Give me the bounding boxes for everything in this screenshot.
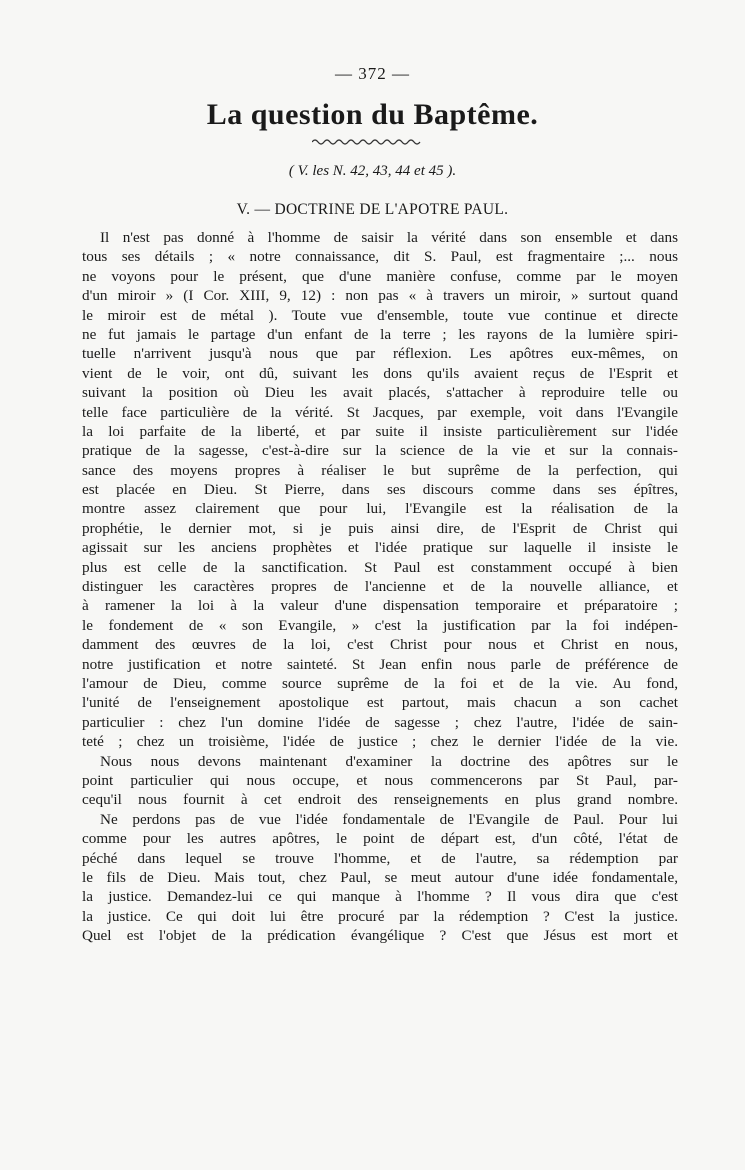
body-line: plus est celle de la sanctification. St Paul est constamment occupé à bien bbox=[82, 558, 678, 576]
body-line: tuelle n'arrivent jusqu'à nous que par réflexion. Les apôtres eux-mêmes, on bbox=[82, 345, 678, 363]
body-line: agissait sur les anciens prophètes et l'idée pratique sur laquelle il insiste le bbox=[82, 539, 678, 557]
body-line: suivant la position où Dieu les avait placés, s'attacher à reproduire telle ou bbox=[82, 384, 678, 402]
body-line: pratique de la sagesse, c'est-à-dire sur la science de la vie et sur la connais- bbox=[82, 442, 678, 460]
body-line: d'un miroir » (I Cor. XIII, 9, 12) : non pas « à travers un miroir, » surtout quand bbox=[82, 287, 678, 305]
body-line: la loi parfaite de la liberté, et par suite il insiste particulièrement sur l'idée bbox=[82, 422, 678, 440]
body-line: ne voyons pour le présent, que d'une manière confuse, comme par le moyen bbox=[82, 267, 678, 285]
issue-reference: ( V. les N. 42, 43, 44 et 45 ). bbox=[288, 163, 457, 179]
body-line: l'amour de Dieu, comme source suprême de la foi et de la vie. Au fond, bbox=[82, 674, 678, 692]
body-line: teté ; chez un troisième, l'idée de justice ; chez le dernier l'idée de la vie. bbox=[82, 733, 678, 751]
body-line: l'unité de l'enseignement apostolique est partout, mais chacun a son cachet bbox=[82, 694, 678, 712]
body-line: prophétie, le dernier mot, si je puis ainsi dire, de l'Esprit de Christ qui bbox=[82, 519, 678, 537]
body-line: Il n'est pas donné à l'homme de saisir la vérité dans son ensemble et dans bbox=[100, 229, 678, 246]
body-line: péché dans lequel se trouve l'homme, et de l'autre, sa rédemption par bbox=[82, 849, 678, 867]
page-number: — 372 — bbox=[335, 64, 410, 83]
body-line: sance des moyens propres à réaliser le but suprême de la perfection, qui bbox=[82, 461, 678, 479]
body-line: vient de le voir, ont dû, suivant les dons qu'ils avaient reçus de l'Esprit et bbox=[82, 364, 678, 382]
body-line: point particulier qui nous occupe, et nous commencerons par St Paul, par- bbox=[82, 771, 678, 789]
body-line: la justice. Ce qui doit lui être procuré par la rédemption ? C'est la justice. bbox=[82, 907, 678, 925]
body-line: cequ'il nous fournit à cet endroit des renseignements en plus grand nombre. bbox=[82, 791, 678, 809]
body-line: ne fut jamais le partage d'un enfant de la terre ; les rayons de la lumière spiri- bbox=[82, 325, 678, 343]
title-underline-ornament bbox=[312, 138, 422, 146]
section-heading: V. — DOCTRINE DE L'APOTRE PAUL. bbox=[236, 201, 509, 218]
body-line: est placée en Dieu. St Pierre, dans ses discours comme dans ses épîtres, bbox=[82, 481, 678, 499]
body-line: particulier : chez l'un domine l'idée de sagesse ; chez l'autre, l'idée de sain- bbox=[82, 713, 678, 731]
body-line: le fondement de « son Evangile, » c'est la justification par la foi indépen- bbox=[82, 616, 678, 634]
article-title: La question du Baptême. bbox=[206, 98, 539, 131]
body-line: Quel est l'objet de la prédication évangélique ? C'est que Jésus est mort et bbox=[82, 927, 678, 945]
body-line: damment des œuvres de la loi, c'est Christ pour nous et Christ en nous, bbox=[82, 636, 678, 654]
body-line: le miroir est de métal ). Toute vue d'ensemble, toute vue continue et directe bbox=[82, 306, 678, 324]
body-line: tous ses détails ; « notre connaissance, dit S. Paul, est fragmentaire ;... nous bbox=[82, 248, 678, 266]
body-line: comme pour les autres apôtres, le point de départ est, d'un côté, l'état de bbox=[82, 830, 678, 848]
body-text bbox=[82, 228, 678, 945]
body-line: la justice. Demandez-lui ce qui manque à l'homme ? Il vous dira que c'est bbox=[82, 888, 678, 906]
body-line: montre assez clairement que pour lui, l'Evangile est la réalisation de la bbox=[82, 500, 678, 518]
body-line: Ne perdons pas de vue l'idée fondamentale de l'Evangile de Paul. Pour lui bbox=[100, 810, 678, 828]
body-line: notre justification et notre sainteté. St Jean enfin nous parle de préférence de bbox=[82, 655, 678, 673]
body-line: telle face particulière de la vérité. St Jacques, par exemple, voit dans l'Evangile bbox=[82, 403, 678, 421]
body-line: Nous nous devons maintenant d'examiner la doctrine des apôtres sur le bbox=[100, 752, 678, 770]
body-line: à ramener la loi à la valeur d'une dispensation temporaire et préparatoire ; bbox=[82, 597, 678, 615]
body-line: le fils de Dieu. Mais tout, chez Paul, se meut autour d'une idée fondamentale, bbox=[82, 868, 678, 886]
body-line: distinguer les caractères propres de l'ancienne et de la nouvelle alliance, et bbox=[82, 578, 678, 596]
